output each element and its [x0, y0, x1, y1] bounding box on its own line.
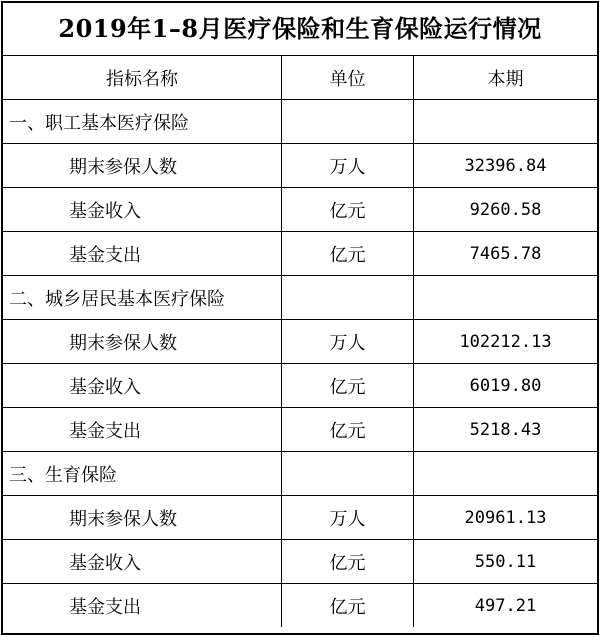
indicator-name: 期末参保人数	[3, 144, 282, 188]
indicator-name: 基金收入	[3, 364, 282, 408]
unit-cell: 亿元	[282, 232, 414, 276]
value-cell: 7465.78	[414, 232, 598, 276]
indicator-name: 基金支出	[3, 232, 282, 276]
unit-cell: 万人	[282, 144, 414, 188]
value-cell: 20961.13	[414, 496, 598, 540]
table-row	[3, 496, 597, 540]
table-row	[3, 320, 597, 364]
value-cell: 6019.80	[414, 364, 598, 408]
table-title: 2019年1–8月医疗保险和生育保险运行情况	[3, 3, 597, 56]
value-cell: 9260.58	[414, 188, 598, 232]
unit-cell: 亿元	[282, 540, 414, 584]
value-cell: 550.11	[414, 540, 598, 584]
header-unit: 单位	[282, 56, 414, 100]
indicator-name: 基金支出	[3, 408, 282, 452]
table-row	[3, 540, 597, 584]
section-heading: 二、城乡居民基本医疗保险	[3, 276, 282, 320]
indicator-name: 基金收入	[3, 188, 282, 232]
table-row	[3, 232, 597, 276]
section-row-employee-medical	[3, 100, 597, 144]
indicator-name: 期末参保人数	[3, 320, 282, 364]
table-row	[3, 364, 597, 408]
value-cell: 102212.13	[414, 320, 598, 364]
section-row-resident-medical	[3, 276, 597, 320]
table-row	[3, 188, 597, 232]
section-row-maternity	[3, 452, 597, 496]
statistics-table-sheet	[1, 1, 599, 635]
indicator-name: 基金支出	[3, 584, 282, 628]
header-current-period: 本期	[414, 56, 598, 100]
indicator-name: 期末参保人数	[3, 496, 282, 540]
unit-cell: 万人	[282, 320, 414, 364]
data-table	[3, 56, 597, 627]
unit-cell: 亿元	[282, 364, 414, 408]
header-row	[3, 56, 597, 100]
table-row	[3, 584, 597, 628]
unit-cell: 亿元	[282, 584, 414, 628]
unit-cell: 亿元	[282, 188, 414, 232]
indicator-name: 基金收入	[3, 540, 282, 584]
header-indicator-name: 指标名称	[3, 56, 282, 100]
table-row	[3, 408, 597, 452]
unit-cell: 万人	[282, 496, 414, 540]
value-cell: 32396.84	[414, 144, 598, 188]
section-heading: 三、生育保险	[3, 452, 282, 496]
value-cell: 5218.43	[414, 408, 598, 452]
section-heading: 一、职工基本医疗保险	[3, 100, 282, 144]
value-cell: 497.21	[474, 595, 537, 616]
unit-cell: 亿元	[282, 408, 414, 452]
table-row	[3, 144, 597, 188]
